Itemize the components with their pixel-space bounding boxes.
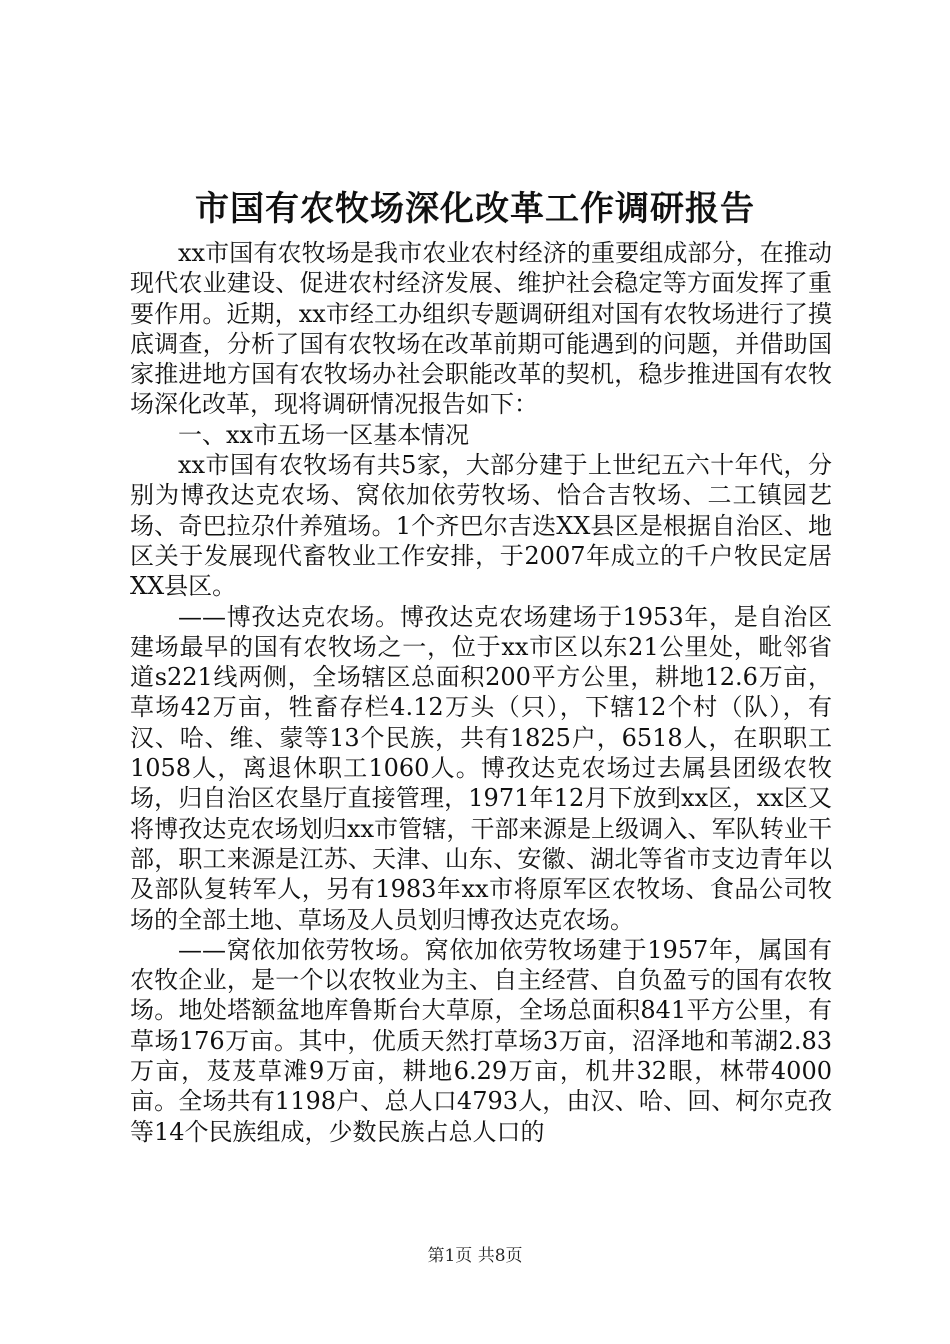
section-heading: 一、xx市五场一区基本情况 bbox=[178, 420, 470, 449]
woyijiayilao-ranch-paragraph: ——窝依加依劳牧场。窝依加依劳牧场建于1957年，属国有农牧企业，是一个以农牧业为主、自主经营、自负盈亏的国有农牧场。地处塔额盆地库鲁斯台大草原，全场总面积841平方公里，有草场176万亩。其中，优质天然打草场3万亩，沼泽地和苇湖2.83万亩，芨芨草滩9万亩，耕地6.29万亩，机井32眼，林带4000亩。全场共有1198户、总人口4793人，由汉、哈、回、柯尔克孜等14个民族组成，少数民族占总人口的 bbox=[130, 935, 832, 1146]
document-title: 市国有农牧场深化改革工作调研报告 bbox=[195, 189, 755, 229]
page-footer: 第1页 共8页 bbox=[427, 1246, 523, 1266]
overview-paragraph: xx市国有农牧场有共5家，大部分建于上世纪五六十年代，分别为博孜达克农场、窝依加依劳牧场、恰合吉牧场、二工镇园艺场、奇巴拉尕什养殖场。1个齐巴尔吉迭XX县区是根据自治区、地区关于发展现代畜牧业工作安排，于2007年成立的千户牧民定居XX县区。 bbox=[130, 451, 832, 601]
intro-paragraph: xx市国有农牧场是我市农业农村经济的重要组成部分，在推动现代农业建设、促进农村经济发展、维护社会稳定等方面发挥了重要作用。近期，xx市经工办组织专题调研组对国有农牧场进行了摸底调查，分析了国有农牧场在改革前期可能遇到的问题，并借助国家推进地方国有农牧场办社会职能改革的契机，稳步推进国有农牧场深化改革，现将调研情况报告如下： bbox=[130, 239, 832, 419]
document-body bbox=[130, 238, 832, 1147]
bozidake-farm-paragraph: ——博孜达克农场。博孜达克农场建场于1953年，是自治区建场最早的国有农牧场之一，位于xx市区以东21公里处，毗邻省道s221线两侧，全场辖区总面积200平方公里，耕地12.6万亩，草场42万亩，牲畜存栏4.12万头（只），下辖12个村（队），有汉、哈、维、蒙等13个民族，共有1825户，6518人，在职职工1058人，离退休职工1060人。博孜达克农场过去属县团级农牧场，归自治区农垦厅直接管理，1971年12月下放到xx区，xx区又将博孜达克农场划归xx市管辖，干部来源是上级调入、军队转业干部，职工来源是江苏、天津、山东、安徽、湖北等省市支边青年以及部队复转军人，另有1983年xx市将原军区农牧场、食品公司牧场的全部土地、草场及人员划归博孜达克农场。 bbox=[130, 602, 832, 934]
